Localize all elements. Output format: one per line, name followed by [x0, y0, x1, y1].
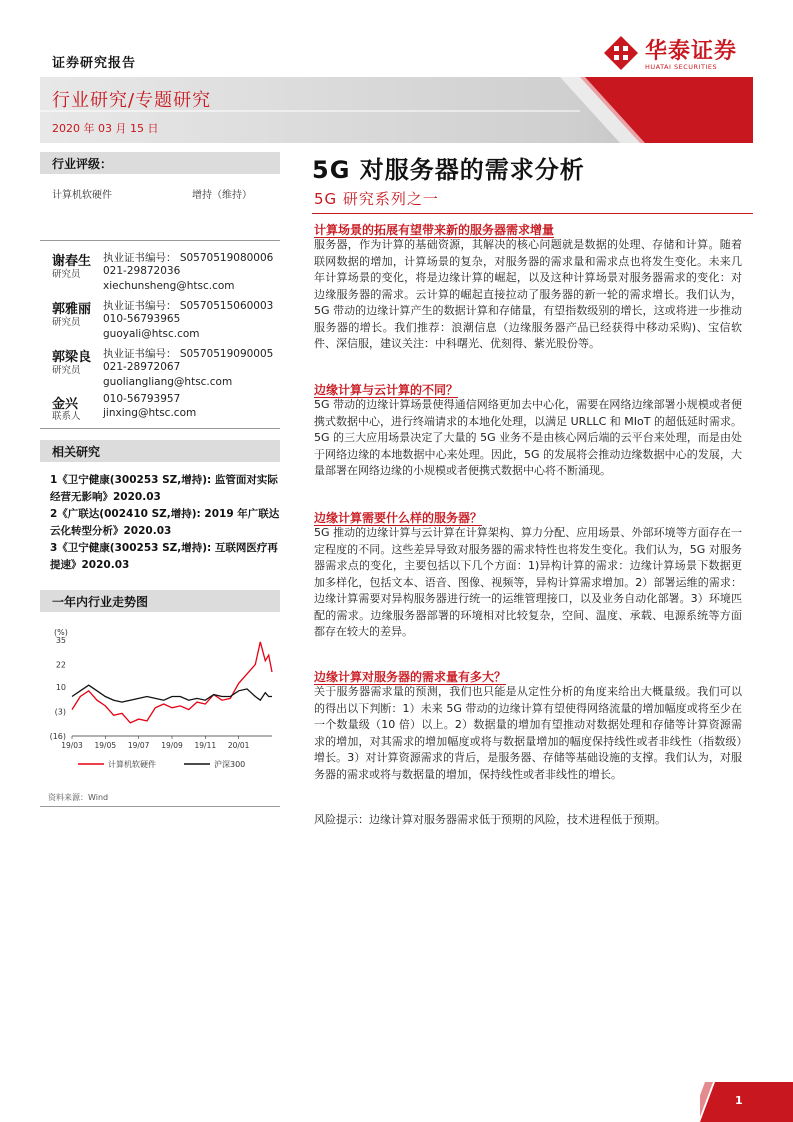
divider: [40, 240, 280, 241]
related-item[interactable]: 2《广联达(002410 SZ,增持): 2019 年广联达云化转型分析》2020.03: [50, 508, 280, 537]
trend-heading: 一年内行业走势图: [52, 595, 149, 609]
report-type-label: 证券研究报告: [52, 56, 137, 71]
y-tick-label: (3): [54, 707, 66, 717]
y-tick-label: 10: [55, 683, 66, 693]
related-heading-bar: [40, 440, 280, 462]
x-tick-label: 19/05: [94, 741, 117, 750]
analyst-role: 研究员: [52, 269, 81, 280]
series-line: [72, 642, 272, 723]
page-number-badge: [700, 1082, 793, 1122]
related-item[interactable]: 1《卫宁健康(300253 SZ,增持): 监管面对实际经营无影响》2020.03: [50, 474, 278, 503]
huatai-logo-icon: [604, 36, 638, 70]
analyst-email[interactable]: xiechunsheng@htsc.com: [103, 280, 235, 292]
analyst-email[interactable]: guoyali@htsc.com: [103, 328, 200, 340]
industry-rating: 增持（维持）: [192, 190, 252, 201]
chart-source: 资料来源：Wind: [48, 793, 109, 802]
analyst-name: 郭梁良: [52, 350, 92, 365]
section-body: 5G 推动的边缘计算与云计算在计算架构、算力分配、应用场景、外部环境等方面存在一定程度的不同。这些差异导致对服务器的需求特性也将发生变化。我们认为，5G 对服务器需求点的变化，主要包括以下几个方面：1)异构计算的需求：边缘计算场景下数据更加多样化，包括文本、语音、图像、视频等，异构计算需求增加。2）部署运维的需求：边缘计算需要对异构服务器进行统一的运维管理接口，以及业务自动化部署。3）环境匹配的需求。边缘服务器部署的环境相对比较复杂，空间、温度、承载、电源系统等方面都存在较大的差异。: [314, 526, 742, 638]
x-tick-label: 19/11: [194, 741, 217, 750]
section-heading: 边缘计算需要什么样的服务器？: [314, 511, 483, 525]
divider: [40, 806, 280, 807]
analyst-phone: 010-56793965: [103, 313, 181, 325]
y-tick-label: 22: [55, 660, 66, 670]
contact-name: 金兴: [52, 397, 79, 412]
analyst-phone: 021-28972067: [103, 361, 181, 373]
section-body: 5G 带动的边缘计算场景使得通信网络更加去中心化，需要在网络边缘部署小规模或者便携式数据中心，进行终端请求的本地化处理，以满足 URLLC 和 MIoT 的超低延时需求。5G 的三大应用场景决定了大量的 5G 业务不是由核心网后端的云平台来处理，而是由处于网络边缘的本地数据中心来处理。因此，5G 的发展将会推动边缘数据中心的发展，大量部署在网络边缘的小规模或者便携式数据中心将不断涌现。: [314, 398, 742, 477]
report-subtitle: 5G 研究系列之一: [314, 190, 439, 208]
trend-heading-bar: [40, 590, 280, 612]
page-number: 1: [735, 1094, 743, 1107]
contact-email[interactable]: jinxing@htsc.com: [103, 407, 197, 419]
x-tick-label: 19/03: [61, 741, 83, 750]
contact-role: 联系人: [52, 411, 81, 422]
analyst-role: 研究员: [52, 365, 81, 376]
section-body: 服务器，作为计算的基础资源，其解决的核心问题就是数据的处理、存储和计算。随着联网数据的增加，计算场景的复杂，对服务器的需求量和需求点也将发生变化。未来几年计算场景的变化，将是边缘计算的崛起，以及这种计算场景对服务器需求的变化：对边缘服务器的需求。云计算的崛起直接拉动了服务器的新一轮的需求增长。我们认为，5G 带动的边缘计算产生的数据计算和存储量，有望指数级别的增长，这或将进一步推动服务器的增长。我们推荐：浪潮信息（边缘服务器产品已经获得中移动采购)、宝信软件、深信服，建议关注：中科曙光、优刻得、紫光股份等。: [314, 238, 742, 350]
logo-text-en: HUATAI SECURITIES: [645, 63, 718, 71]
y-tick-label: (16): [49, 732, 66, 741]
rating-heading-bar: [40, 152, 280, 174]
risk-warning: 风险提示：边缘计算对服务器需求低于预期的风险，技术进程低于预期。: [314, 813, 666, 826]
related-heading: 相关研究: [52, 445, 101, 459]
analyst-name: 郭雅丽: [52, 302, 92, 317]
y-axis-unit: (%): [54, 628, 68, 637]
analyst-cert: 执业证书编号： S0570515060003: [103, 300, 274, 312]
analyst-name: 谢春生: [52, 254, 92, 269]
title-rule: [312, 213, 753, 214]
section-heading: 边缘计算与云计算的不同？: [314, 383, 459, 397]
industry-trend-chart: [44, 628, 284, 778]
divider: [40, 428, 280, 429]
section-heading: 边缘计算对服务器的需求量有多大？: [314, 670, 507, 684]
analyst-role: 研究员: [52, 317, 81, 328]
contact-phone: 010-56793957: [103, 393, 181, 405]
legend-label: 沪深300: [214, 760, 246, 769]
y-tick-label: 35: [55, 636, 66, 645]
x-tick-label: 19/09: [161, 741, 183, 750]
section-body: 关于服务器需求量的预测，我们也只能是从定性分析的角度来给出大概量级。我们可以的得出以下判断：1）未来 5G 带动的边缘计算有望使得网络流量的增加幅度或将至少在一个数量级（10 倍）以上。2）数据量的增加有望推动对数据处理和存储等计算资源需求的增加，对其需求的增加幅度或将与数据量增加的幅度保持线性或者非线性（指数级）增长。3）对计算资源需求的背后，是服务器、存储等基础设施的支撑。我们认为，对服务器的需求或将与数据量的增加，保持线性或者非线性的增长。: [314, 685, 742, 781]
analyst-email[interactable]: guoliangliang@htsc.com: [103, 376, 233, 388]
rating-heading: 行业评级：: [52, 157, 113, 171]
related-item[interactable]: 3《卫宁健康(300253 SZ,增持): 互联网医疗再提速》2020.03: [50, 542, 278, 571]
analyst-phone: 021-29872036: [103, 265, 181, 277]
analyst-cert: 执业证书编号： S0570519090005: [103, 348, 274, 360]
x-tick-label: 19/07: [127, 741, 150, 750]
x-tick-label: 20/01: [227, 741, 250, 750]
report-title: 5G 对服务器的需求分析: [312, 156, 585, 184]
industry-name: 计算机软硬件: [52, 190, 112, 201]
series-line: [72, 685, 272, 702]
report-category: 行业研究/专题研究: [52, 90, 212, 111]
report-date: 2020 年 03 月 15 日: [52, 122, 159, 135]
logo-text-cn: 华泰证券: [645, 39, 738, 64]
section-heading: 计算场景的拓展有望带来新的服务器需求增量: [314, 223, 555, 237]
legend-label: 计算机软硬件: [108, 760, 156, 769]
analyst-cert: 执业证书编号： S0570519080006: [103, 252, 274, 264]
